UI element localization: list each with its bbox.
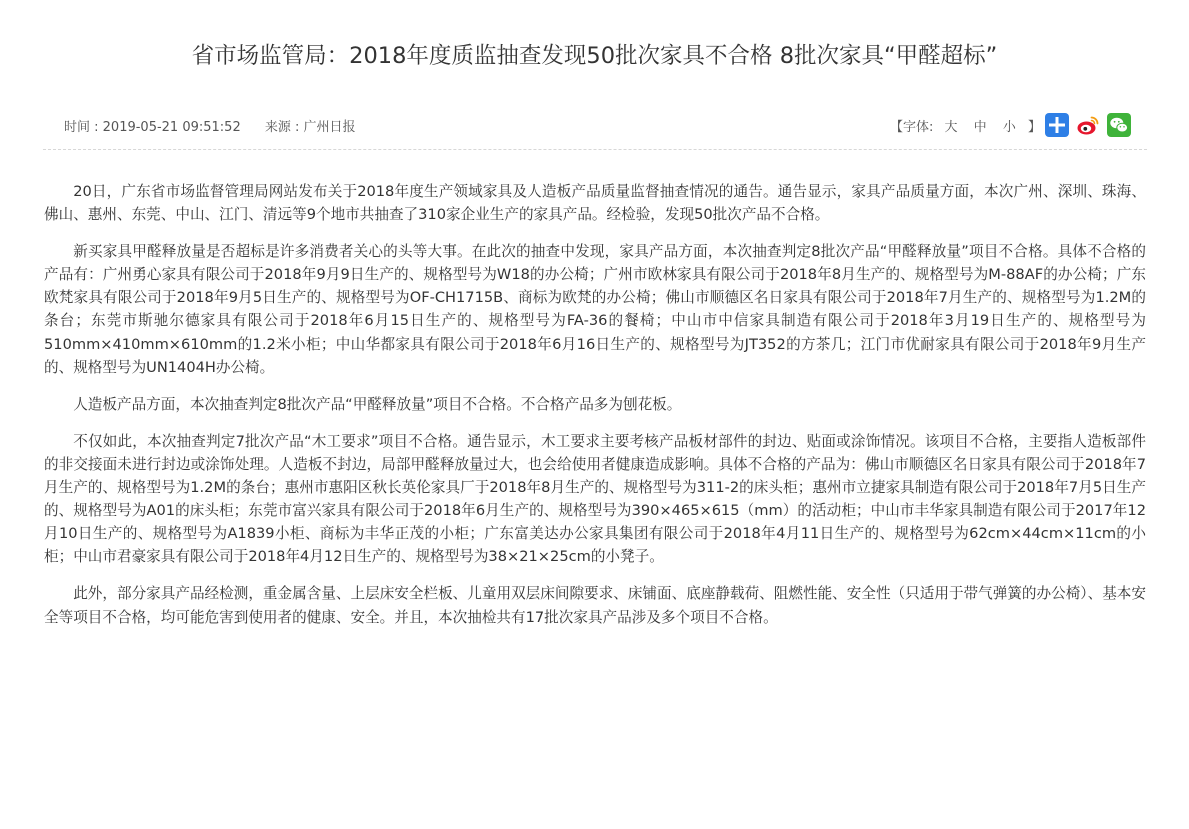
- article-meta: [64, 116, 356, 135]
- wechat-icon[interactable]: [1107, 113, 1131, 137]
- font-size-switcher: [890, 116, 1041, 135]
- font-size-suffix: 】: [1027, 120, 1041, 135]
- font-size-small-link[interactable]: 小: [1002, 120, 1016, 135]
- article-paragraph: 新买家具甲醛释放量是否超标是许多消费者关心的头等大事。在此次的抽查中发现，家具产品方面，本次抽查判定8批次产品“甲醛释放量”项目不合格。具体不合格的产品有：广州勇心家具有限公司于2018年9月9日生产的、规格型号为W18的办公椅；广州市欧林家具有限公司于2018年8月生产的、规格型号为M-88AF的办公椅；广东欧梵家具有限公司于2018年9月5日生产的、规格型号为OF-CH1715B、商标为欧梵的办公椅；佛山市顺德区名日家具有限公司于2018年7月生产的、规格型号为1.2M的条台；东莞市斯驰尔德家具有限公司于2018年6月15日生产的、规格型号为FA-36的餐椅；中山市中信家具制造有限公司于2018年3月19日生产的、规格型号为510mm×410mm×610mm的1.2米小柜；中山华都家具有限公司于2018年6月16日生产的、规格型号为JT352的方茶几；江门市优耐家具有限公司于2018年9月生产的、规格型号为UN1404H办公椅。: [44, 243, 1146, 376]
- time-label: 时间 :: [64, 120, 99, 135]
- article-paragraph: 此外，部分家具产品经检测，重金属含量、上层床安全栏板、儿童用双层床间隙要求、床铺面、底座静载荷、阻燃性能、安全性（只适用于带气弹簧的办公椅）、基本安全等项目不合格，均可能危害到使用者的健康、安全。并且，本次抽检共有17批次家具产品涉及多个项目不合格。: [44, 585, 1146, 626]
- meta-divider: [43, 149, 1147, 150]
- weibo-icon[interactable]: [1076, 113, 1100, 137]
- article-paragraph: 不仅如此，本次抽查判定7批次产品“木工要求”项目不合格。通告显示，木工要求主要考核产品板材部件的封边、贴面或涂饰情况。该项目不合格，主要指人造板部件的非交接面未进行封边或涂饰处理。人造板不封边，局部甲醛释放量过大，也会给使用者健康造成影响。具体不合格的产品为：佛山市顺德区名日家具有限公司于2018年7月生产的、规格型号为1.2M的条台；惠州市惠阳区秋长英伦家具厂于2018年8月生产的、规格型号为311-2的床头柜；惠州市立捷家具制造有限公司于2018年7月5日生产的、规格型号为A01的床头柜；东莞市富兴家具有限公司于2018年6月生产的、规格型号为390×465×615（mm）的活动柜；中山市丰华家具制造有限公司于2017年12月10日生产的、规格型号为A1839小柜、商标为丰华正茂的小柜；广东富美达办公家具集团有限公司于2018年4月11日生产的、规格型号为62cm×44cm×11cm的小柜；中山市君豪家具有限公司于2018年4月12日生产的、规格型号为38×21×25cm的小凳子。: [44, 432, 1146, 566]
- article-body: [44, 180, 1146, 643]
- article-paragraph: 20日，广东省市场监督管理局网站发布关于2018年度生产领域家具及人造板产品质量监督抽查情况的通告。通告显示，家具产品质量方面，本次广州、深圳、珠海、佛山、惠州、东莞、中山、江门、清远等9个地市共抽查了310家企业生产的家具产品。经检验，发现50批次产品不合格。: [44, 183, 1146, 224]
- font-size-medium-link[interactable]: 中: [973, 120, 987, 135]
- plus-share-icon[interactable]: [1045, 113, 1069, 137]
- source-label: 来源 :: [264, 120, 300, 135]
- article-title: 省市场监管局：2018年度质监抽查发现50批次家具不合格 8批次家具“甲醛超标”: [191, 43, 998, 69]
- source-value: 广州日报: [303, 120, 356, 135]
- article-paragraph: 人造板产品方面，本次抽查判定8批次产品“甲醛释放量”项目不合格。不合格产品多为刨花板。: [73, 395, 682, 413]
- font-size-prefix: 【字体:: [889, 120, 934, 135]
- time-value: 2019-05-21 09:51:52: [102, 120, 241, 135]
- font-size-large-link[interactable]: 大: [944, 120, 958, 135]
